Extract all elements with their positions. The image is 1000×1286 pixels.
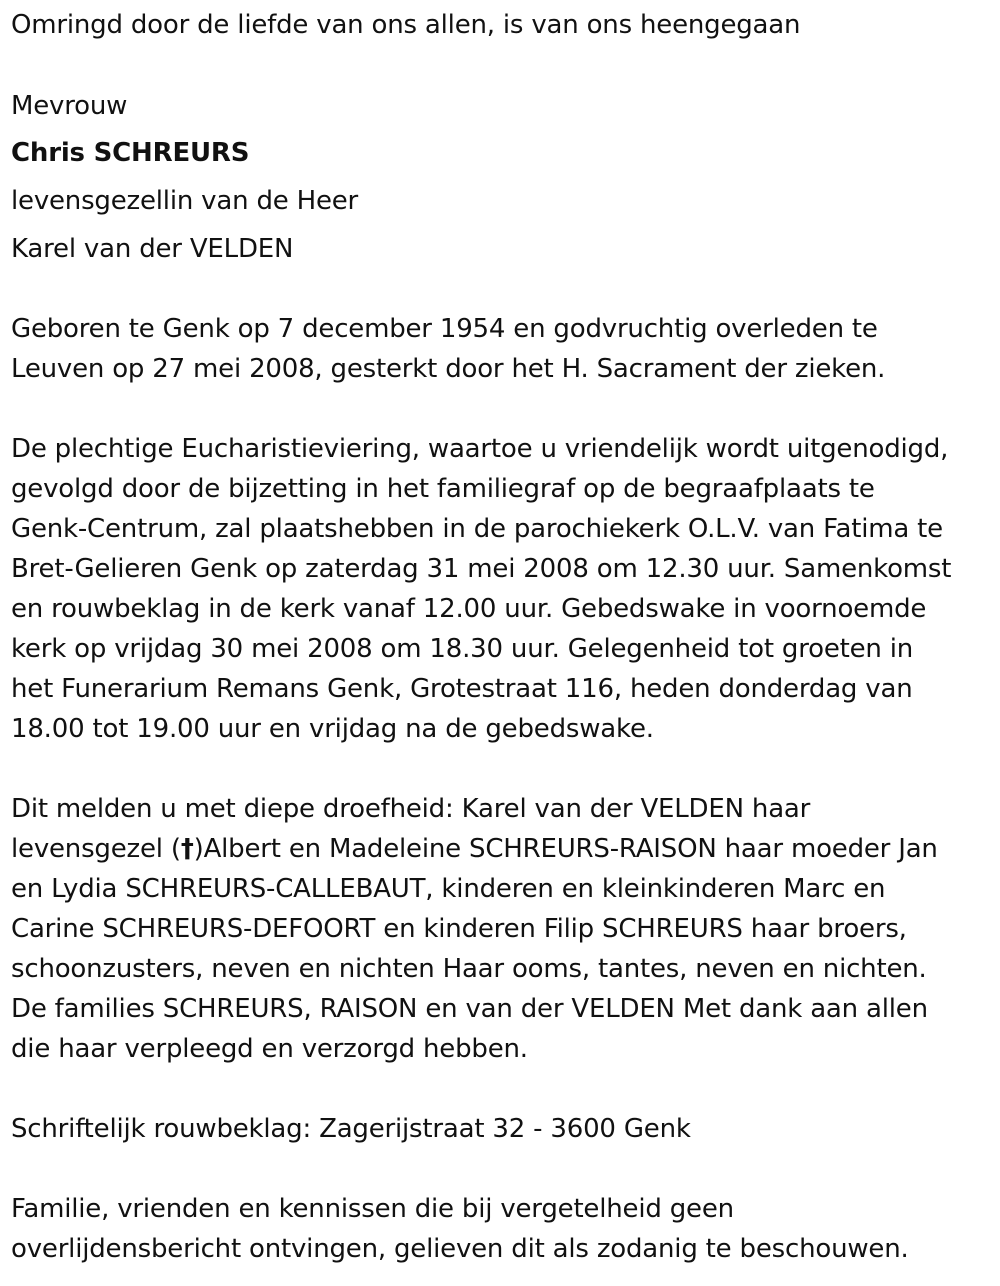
ceremony-line: De plechtige Eucharistieviering, waartoe u vriendelijk wordt uitgenodigd, — [11, 434, 949, 464]
condolences-address: Schriftelijk rouwbeklag: Zagerijstraat 32 - 3600 Genk — [11, 1114, 691, 1144]
partner-name: Karel van der VELDEN — [11, 234, 294, 264]
family-line-part: levensgezel ( — [11, 834, 181, 864]
deceased-name: Chris SCHREURS — [11, 138, 250, 168]
family-line: Carine SCHREURS-DEFOORT en kinderen Filip SCHREURS haar broers, — [11, 914, 907, 944]
family-line-part: )Albert en Madeleine SCHREURS-RAISON haar moeder Jan — [193, 834, 938, 864]
birth-line: Leuven op 27 mei 2008, gesterkt door het H. Sacrament der zieken. — [11, 354, 886, 384]
birth-line: Geboren te Genk op 7 december 1954 en godvruchtig overleden te — [11, 314, 878, 344]
ceremony-line: het Funerarium Remans Genk, Grotestraat 116, heden donderdag van — [11, 674, 913, 704]
title-text: Mevrouw — [11, 91, 128, 121]
ceremony-line: 18.00 tot 19.00 uur en vrijdag na de gebedswake. — [11, 714, 654, 744]
family-line: en Lydia SCHREURS-CALLEBAUT, kinderen en kleinkinderen Marc en — [11, 874, 886, 904]
ceremony-line: Genk-Centrum, zal plaatshebben in de parochiekerk O.L.V. van Fatima te — [11, 514, 943, 544]
family-line: die haar verpleegd en verzorgd hebben. — [11, 1034, 528, 1064]
intro-text: Omringd door de liefde van ons allen, is van ons heengegaan — [11, 10, 801, 40]
relation-text: levensgezellin van de Heer — [11, 186, 359, 216]
ceremony-line: gevolgd door de bijzetting in het familiegraf op de begraafplaats te — [11, 474, 875, 504]
closing-line: overlijdensbericht ontvingen, gelieven dit als zodanig te beschouwen. — [11, 1234, 909, 1264]
cross-icon: † — [180, 834, 194, 864]
family-line: schoonzusters, neven en nichten Haar ooms, tantes, neven en nichten. — [11, 954, 927, 984]
closing-line: Familie, vrienden en kennissen die bij vergetelheid geen — [11, 1194, 734, 1224]
ceremony-line: Bret-Gelieren Genk op zaterdag 31 mei 2008 om 12.30 uur. Samenkomst — [11, 554, 952, 584]
ceremony-line: kerk op vrijdag 30 mei 2008 om 18.30 uur. Gelegenheid tot groeten in — [11, 634, 914, 664]
family-line: De families SCHREURS, RAISON en van der VELDEN Met dank aan allen — [11, 994, 928, 1024]
family-line — [11, 829, 938, 869]
family-line: Dit melden u met diepe droefheid: Karel van der VELDEN haar — [11, 794, 811, 824]
ceremony-line: en rouwbeklag in de kerk vanaf 12.00 uur. Gebedswake in voornoemde — [11, 594, 927, 624]
